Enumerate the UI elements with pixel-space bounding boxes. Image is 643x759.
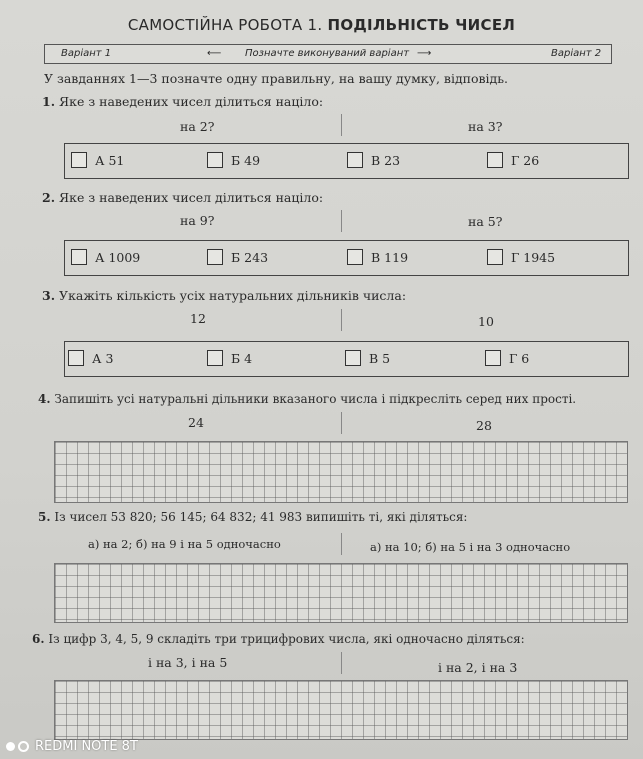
column-divider: [341, 533, 342, 555]
q6-variant-2-label: і на 2, і на 3: [438, 660, 518, 675]
q4-variant-2-label: 28: [476, 418, 492, 433]
variant-1-label[interactable]: Варіант 1: [61, 48, 112, 59]
question-text: Із цифр 3, 4, 5, 9 складіть три трицифрових числа, які одночасно діляться:: [48, 632, 525, 646]
q5-variant-2-label: а) на 10; б) на 5 і на 3 одночасно: [370, 540, 571, 554]
title-main: ПОДІЛЬНІСТЬ ЧИСЕЛ: [327, 16, 516, 34]
q2-option-b[interactable]: [207, 249, 268, 265]
variant-bar-hint: Позначте виконуваний варіант: [245, 48, 410, 59]
checkbox[interactable]: [347, 152, 363, 168]
q1-option-a[interactable]: [71, 152, 124, 168]
option-value: 119: [384, 249, 409, 265]
page-title: [0, 16, 643, 34]
q2-variant-2-label: на 5?: [468, 214, 503, 229]
option-value: 26: [523, 152, 540, 168]
option-letter: Г: [511, 249, 520, 265]
question-3: [42, 288, 406, 303]
option-letter: А: [95, 152, 105, 168]
option-letter: А: [95, 249, 105, 265]
q1-variant-2-label: на 3?: [468, 119, 503, 134]
option-letter: В: [371, 249, 381, 265]
arrow-left-icon: ⟵: [207, 48, 222, 59]
option-letter: Б: [231, 152, 241, 168]
q1-option-d[interactable]: [487, 152, 539, 168]
q1-answer-options: [64, 143, 629, 179]
column-divider: [341, 412, 342, 434]
question-text: Із чисел 53 820; 56 145; 64 832; 41 983 випишіть ті, які діляться:: [54, 510, 468, 524]
watermark-ring-icon: [18, 741, 29, 752]
question-number: 2.: [42, 190, 56, 205]
q5-variant-1-label: а) на 2; б) на 9 і на 5 одночасно: [88, 537, 281, 551]
option-letter: Б: [231, 249, 241, 265]
option-value: 23: [384, 152, 401, 168]
option-value: 1009: [108, 249, 141, 265]
q2-answer-options: [64, 240, 629, 276]
q3-option-a[interactable]: [68, 350, 113, 366]
question-text: Яке з наведених чисел ділиться націло:: [59, 190, 324, 205]
watermark-text: REDMI NOTE 8T: [35, 739, 138, 754]
q3-option-d[interactable]: [485, 350, 529, 366]
checkbox[interactable]: [345, 350, 361, 366]
question-text: Укажіть кількість усіх натуральних дільників числа:: [59, 288, 407, 303]
question-text: Запишіть усі натуральні дільники вказаного числа і підкресліть серед них прості.: [54, 392, 577, 406]
q4-answer-grid[interactable]: [54, 441, 628, 503]
q4-variant-1-label: 24: [188, 415, 204, 430]
option-value: 51: [108, 152, 125, 168]
question-4: [38, 392, 576, 406]
option-letter: В: [371, 152, 381, 168]
question-1: [42, 94, 323, 109]
option-value: 49: [244, 152, 261, 168]
q2-option-d[interactable]: [487, 249, 555, 265]
q5-answer-grid[interactable]: [54, 563, 628, 623]
option-letter: Г: [511, 152, 520, 168]
option-letter: А: [92, 350, 102, 366]
arrow-right-icon: ⟶: [417, 48, 432, 59]
option-value: 243: [244, 249, 269, 265]
q1-option-c[interactable]: [347, 152, 400, 168]
q1-option-b[interactable]: [207, 152, 260, 168]
checkbox[interactable]: [487, 249, 503, 265]
checkbox[interactable]: [207, 249, 223, 265]
watermark-dot-icon: [6, 742, 15, 751]
variant-2-label[interactable]: Варіант 2: [551, 48, 602, 59]
question-number: 5.: [38, 510, 51, 524]
question-6: [32, 632, 525, 646]
question-number: 1.: [42, 94, 56, 109]
checkbox[interactable]: [207, 152, 223, 168]
question-text: Яке з наведених чисел ділиться націло:: [59, 94, 324, 109]
title-prefix: САМОСТІЙНА РОБОТА 1.: [127, 16, 323, 34]
column-divider: [341, 210, 342, 232]
q6-variant-1-label: і на 3, і на 5: [148, 655, 228, 670]
column-divider: [341, 652, 342, 674]
instruction-text: У завданнях 1—3 позначте одну правильну, на вашу думку, відповідь.: [44, 71, 509, 86]
camera-watermark: [6, 739, 138, 754]
q3-variant-2-label: 10: [478, 314, 494, 329]
column-divider: [341, 114, 342, 136]
question-5: [38, 510, 467, 524]
option-letter: В: [369, 350, 379, 366]
q1-variant-1-label: на 2?: [180, 119, 215, 134]
q3-option-c[interactable]: [345, 350, 390, 366]
column-divider: [341, 309, 342, 331]
option-letter: Г: [509, 350, 518, 366]
q2-option-a[interactable]: [71, 249, 140, 265]
checkbox[interactable]: [71, 152, 87, 168]
checkbox[interactable]: [485, 350, 501, 366]
q6-answer-grid[interactable]: [54, 680, 628, 740]
option-letter: Б: [231, 350, 241, 366]
q3-option-b[interactable]: [207, 350, 252, 366]
option-value: 6: [521, 350, 530, 366]
checkbox[interactable]: [347, 249, 363, 265]
option-value: 1945: [523, 249, 556, 265]
q2-option-c[interactable]: [347, 249, 408, 265]
q2-variant-1-label: на 9?: [180, 213, 215, 228]
variant-selector-bar: [44, 44, 612, 64]
question-number: 4.: [38, 392, 51, 406]
question-number: 6.: [32, 632, 45, 646]
question-2: [42, 190, 323, 205]
q3-answer-options: [64, 341, 629, 377]
checkbox[interactable]: [207, 350, 223, 366]
option-value: 4: [244, 350, 253, 366]
option-value: 5: [382, 350, 391, 366]
checkbox[interactable]: [71, 249, 87, 265]
question-number: 3.: [42, 288, 56, 303]
q3-variant-1-label: 12: [190, 311, 206, 326]
checkbox[interactable]: [487, 152, 503, 168]
option-value: 3: [105, 350, 114, 366]
checkbox[interactable]: [68, 350, 84, 366]
